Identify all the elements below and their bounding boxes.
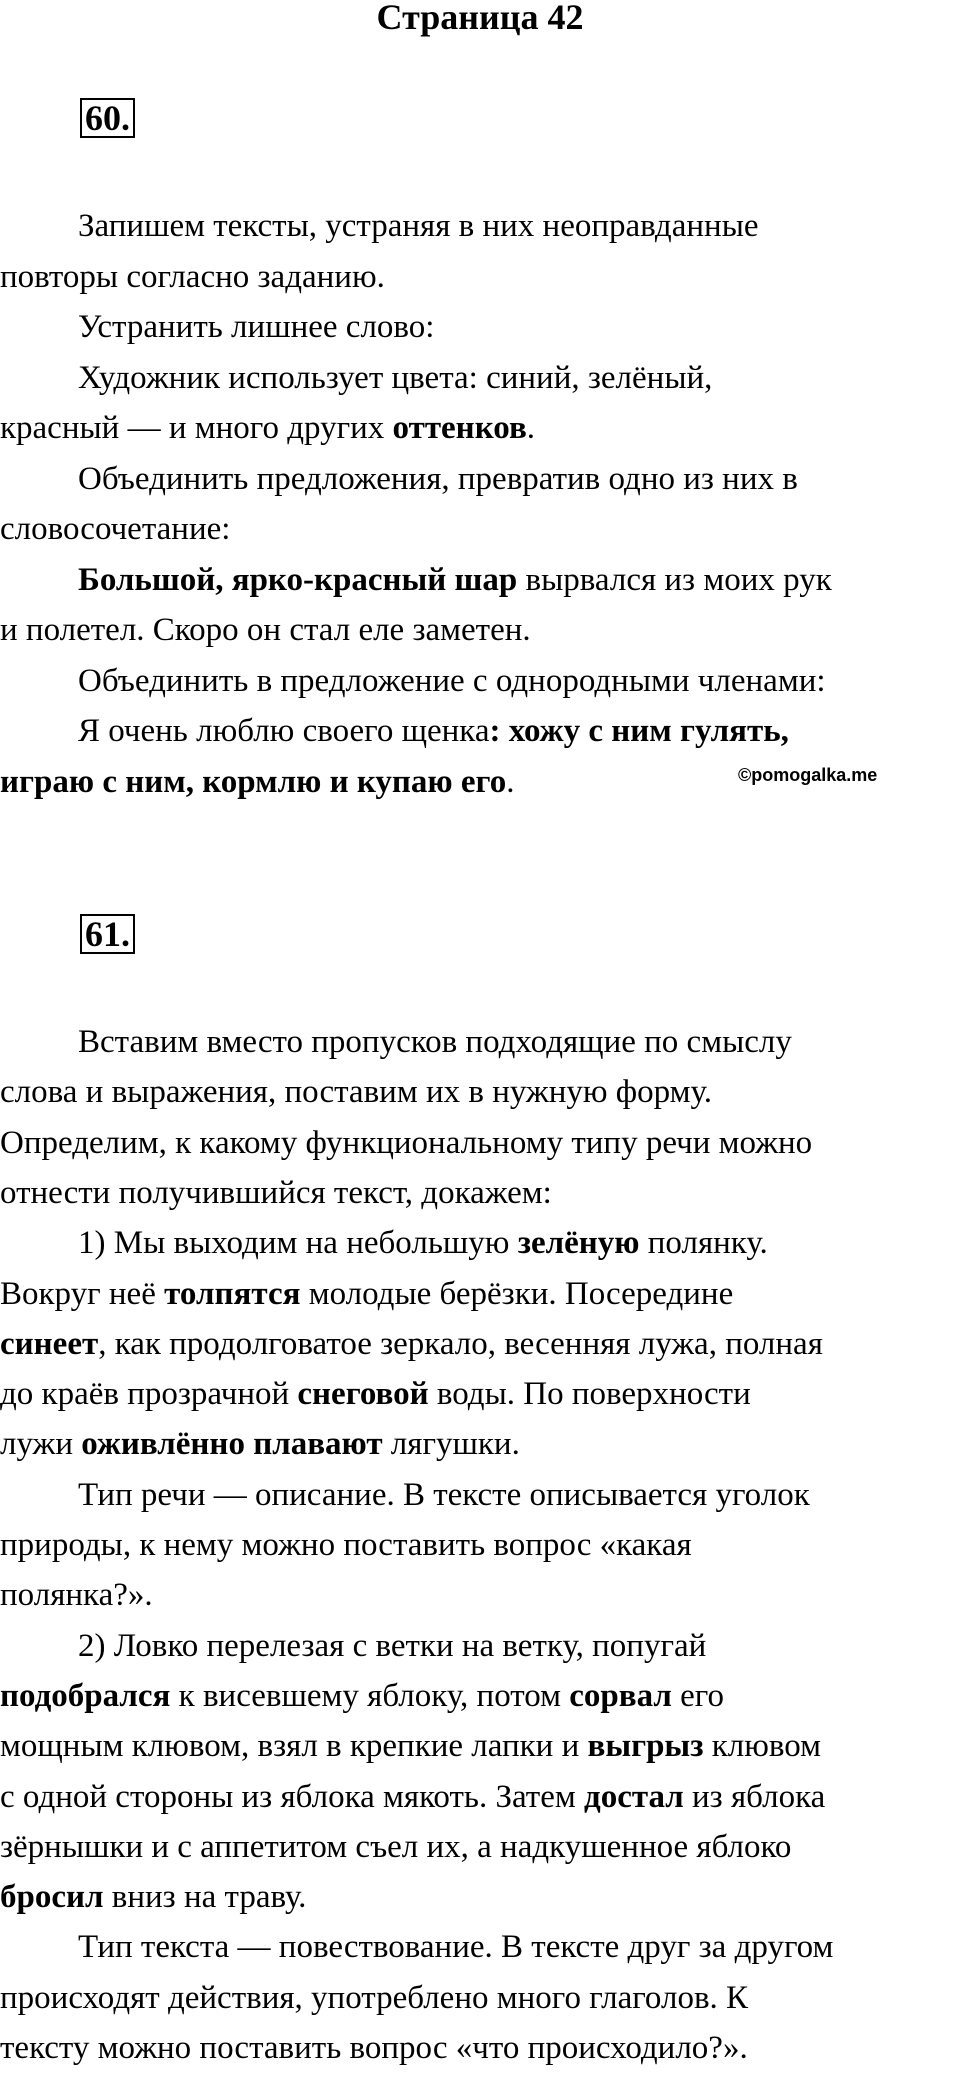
- text-segment: Тип текста — повествование. В тексте друг за другом: [78, 1929, 834, 1966]
- bold-text: играю с ним, кормлю и купаю его: [0, 763, 507, 800]
- text-segment: из яблока: [683, 1778, 826, 1815]
- bold-text: подобрался: [0, 1677, 171, 1714]
- text-segment: 2) Ловко перелезая с ветки на ветку, попугай: [78, 1627, 707, 1664]
- bold-text: снеговой: [297, 1376, 429, 1413]
- task-number-60: [80, 98, 135, 138]
- bold-text: сорвал: [569, 1677, 672, 1714]
- bold-text: бросил: [0, 1879, 104, 1916]
- text-segment: полянка?».: [0, 1577, 153, 1614]
- text-segment: .: [526, 410, 536, 446]
- text-segment: красный — и много других: [0, 410, 393, 446]
- text-line: [0, 610, 960, 650]
- text-line: [0, 1022, 960, 1062]
- text-line: [0, 307, 960, 347]
- text-segment: Объединить предложения, превратив одно из них в: [78, 460, 798, 497]
- text-segment: словосочетание:: [0, 511, 231, 547]
- text-segment: .: [506, 763, 515, 800]
- text-segment: тексту можно поставить вопрос «что происходило?».: [0, 2030, 748, 2066]
- text-segment: Запишем тексты, устраняя в них неоправданные: [78, 208, 759, 244]
- text-line: [0, 408, 960, 448]
- text-segment: и полетел. Скоро он стал еле заметен.: [0, 612, 531, 648]
- text-segment: мощным клювом, взял в крепкие лапки и: [0, 1728, 588, 1765]
- watermark: ©pomogalka.me: [738, 765, 878, 785]
- text-line: [0, 1877, 960, 1917]
- bold-text: оттенков: [392, 410, 527, 446]
- text-segment: с одной стороны из яблока мякоть. Затем: [0, 1778, 584, 1815]
- text-line: [0, 1173, 960, 1213]
- text-line: [0, 459, 960, 499]
- text-segment: лужи: [0, 1426, 82, 1463]
- bold-text: выгрыз: [587, 1728, 704, 1765]
- bold-text: оживлённо плавают: [81, 1426, 383, 1463]
- text-line: [0, 509, 960, 549]
- text-segment: происходят действия, употреблено много глаголов. К: [0, 1979, 749, 2016]
- task-number-61-value: 61: [85, 914, 121, 954]
- text-line: [0, 1424, 960, 1464]
- text-segment: молодые берёзки. Посередине: [300, 1275, 734, 1312]
- text-line: [0, 2028, 960, 2068]
- text-segment: Вставим вместо пропусков подходящие по смыслу: [78, 1024, 792, 1060]
- text-line: [0, 1123, 960, 1163]
- task-number-60-value: 60: [85, 98, 121, 138]
- text-segment: клювом: [703, 1728, 821, 1765]
- text-line: [0, 1072, 960, 1112]
- text-segment: вырвался из моих рук: [517, 561, 832, 598]
- text-segment: Устранить лишнее слово:: [78, 309, 435, 345]
- text-segment: Я очень люблю своего щенка: [78, 713, 490, 749]
- text-segment: повторы согласно заданию.: [0, 258, 385, 295]
- bold-text: : хожу с ним гулять,: [489, 713, 789, 749]
- task-number-61-dot: .: [121, 914, 130, 954]
- text-line: [0, 1575, 960, 1615]
- text-line: [0, 257, 960, 297]
- text-line: [0, 1777, 960, 1817]
- text-segment: полянку.: [639, 1225, 768, 1262]
- text-line: [0, 358, 960, 398]
- text-line: [0, 1726, 960, 1766]
- text-segment: 1) Мы выходим на небольшую: [78, 1225, 518, 1262]
- text-segment: зёрнышки и с аппетитом съел их, а надкушенное яблоко: [0, 1828, 792, 1865]
- text-line: [0, 1374, 960, 1414]
- text-segment: воды. По поверхности: [428, 1376, 751, 1413]
- text-segment: отнести получившийся текст, докажем:: [0, 1174, 552, 1211]
- text-line: [0, 1676, 960, 1716]
- text-line: [0, 560, 960, 600]
- text-segment: природы, к нему можно поставить вопрос «какая: [0, 1527, 692, 1563]
- text-segment: до краёв прозрачной: [0, 1376, 298, 1413]
- text-line: [0, 1827, 960, 1867]
- text-line: [0, 1475, 960, 1515]
- text-segment: , как продолговатое зеркало, весенняя лужа, полная: [98, 1325, 823, 1362]
- text-line: [0, 1626, 960, 1666]
- text-segment: Вокруг неё: [0, 1275, 165, 1312]
- text-segment: к висевшему яблоку, потом: [170, 1677, 570, 1714]
- text-segment: Художник использует цвета: синий, зелёный,: [78, 359, 713, 396]
- text-line: [0, 1274, 960, 1314]
- text-segment: вниз на траву.: [103, 1879, 307, 1916]
- text-segment: его: [671, 1677, 725, 1714]
- text-segment: Определим, к какому функциональному типу речи можно: [0, 1124, 813, 1161]
- text-line: [0, 661, 960, 701]
- task-number-60-dot: .: [121, 98, 130, 138]
- text-line: [0, 206, 960, 246]
- bold-text: зелёную: [517, 1225, 640, 1262]
- text-line: [0, 1525, 960, 1565]
- bold-text: Большой, ярко-красный шар: [78, 561, 518, 598]
- bold-text: синеет: [0, 1325, 99, 1362]
- text-line: [0, 1223, 960, 1263]
- text-line: [0, 1324, 960, 1364]
- text-segment: Объединить в предложение с однородными членами:: [78, 662, 826, 699]
- text-line: [0, 1927, 960, 1967]
- text-segment: слова и выражения, поставим их в нужную форму.: [0, 1074, 712, 1111]
- bold-text: достал: [584, 1778, 684, 1815]
- task-number-61: [80, 914, 135, 954]
- text-segment: Тип речи — описание. В тексте описывается уголок: [78, 1476, 810, 1513]
- text-segment: лягушки.: [382, 1426, 520, 1463]
- text-line: [0, 711, 960, 751]
- bold-text: толпятся: [164, 1275, 301, 1312]
- text-line: [0, 1978, 960, 2018]
- page-title: Страница 42: [376, 0, 584, 37]
